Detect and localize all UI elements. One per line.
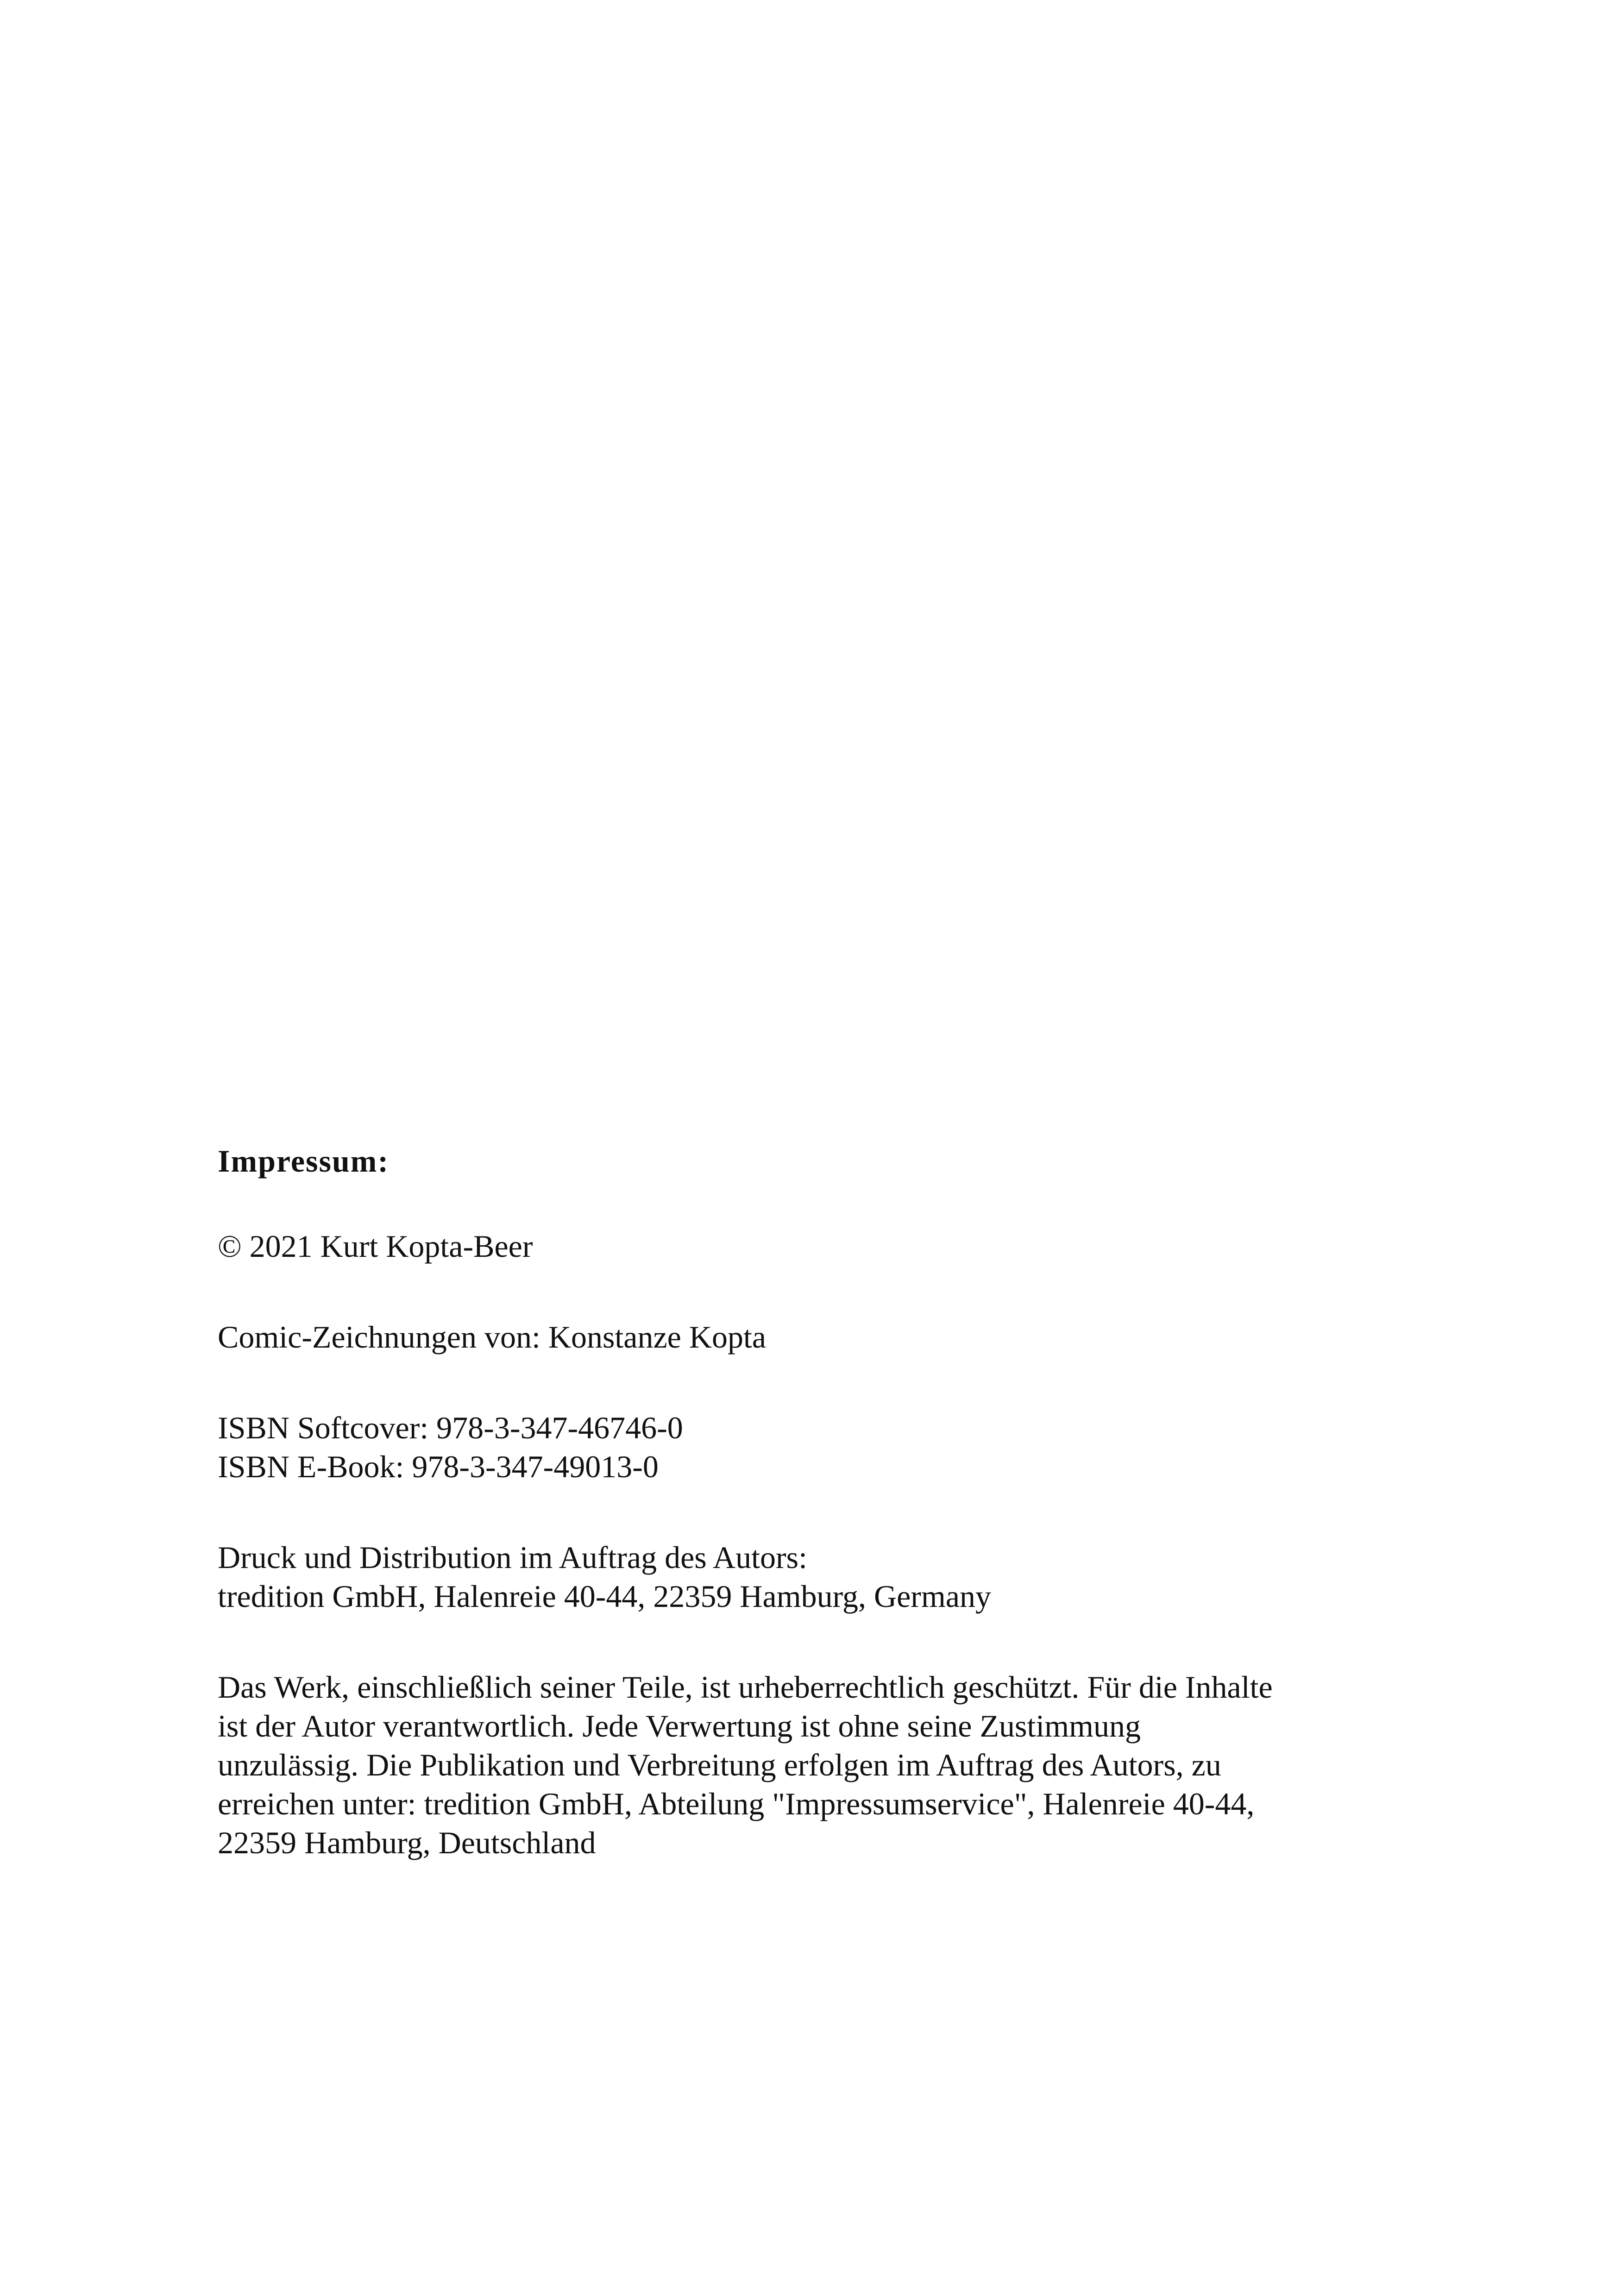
- isbn-ebook: ISBN E-Book: 978-3-347-49013-0: [218, 1449, 659, 1484]
- imprint-heading: Impressum:: [218, 1143, 390, 1179]
- print-distribution-label: Druck und Distribution im Auftrag des Autors:: [218, 1540, 808, 1575]
- legal-notice-line: 22359 Hamburg, Deutschland: [218, 1825, 596, 1860]
- isbn-block: [218, 1408, 1431, 1486]
- isbn-softcover: ISBN Softcover: 978-3-347-46746-0: [218, 1410, 683, 1445]
- print-distribution-block: [218, 1538, 1431, 1616]
- imprint-section: [218, 1142, 1431, 1862]
- legal-notice-line: ist der Autor verantwortlich. Jede Verwertung ist ohne seine Zustimmung: [218, 1708, 1141, 1744]
- legal-notice-line: erreichen unter: tredition GmbH, Abteilung "Impressumservice", Halenreie 40-44,: [218, 1786, 1255, 1821]
- publisher-address: tredition GmbH, Halenreie 40-44, 22359 Hamburg, Germany: [218, 1579, 992, 1614]
- copyright-line: © 2021 Kurt Kopta-Beer: [218, 1229, 533, 1264]
- legal-notice: [218, 1668, 1431, 1862]
- legal-notice-line: unzulässig. Die Publikation und Verbreitung erfolgen im Auftrag des Autors, zu: [218, 1747, 1221, 1782]
- drawings-credit: Comic-Zeichnungen von: Konstanze Kopta: [218, 1319, 767, 1355]
- legal-notice-line: Das Werk, einschließlich seiner Teile, ist urheberrechtlich geschützt. Für die Inhalte: [218, 1669, 1273, 1705]
